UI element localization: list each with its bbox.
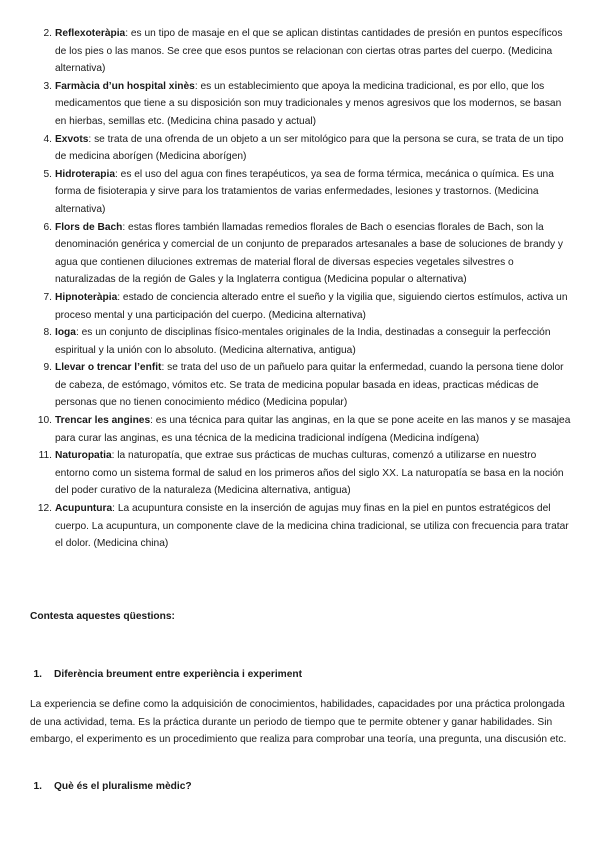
list-item: [30, 166, 572, 219]
list-item: [30, 324, 572, 359]
list-item: [30, 412, 572, 447]
list-item: [30, 289, 572, 324]
question-text: Què és el pluralisme mèdic?: [54, 781, 192, 792]
item-number: 2.: [43, 28, 52, 39]
item-term: Trencar les angines: [55, 415, 151, 427]
item-number: 9.: [43, 362, 52, 374]
item-text: : se trata de una ofrenda de un objeto a un ser mitológico para que la persona se cura, se trata de un tipo de medicina aborígen (Medicina aborígen): [55, 133, 564, 163]
item-body: [52, 447, 572, 500]
item-term: Flors de Bach: [55, 221, 123, 233]
section-title: Contesta aquestes qüestions:: [30, 611, 175, 622]
list-item: [30, 447, 572, 500]
item-number: 12.: [37, 503, 52, 515]
item-text: : La acupuntura consiste en la inserción de agujas muy finas en la piel en puntos estratégicos del cuerpo. La acupuntura, un componente clave de la medicina china tradicional, se utiliza con frecuencia para tratar el dolor. (Medicina china): [55, 503, 569, 550]
item-term: Acupuntura: [55, 503, 113, 515]
item-body: [52, 359, 572, 412]
item-body: [52, 500, 572, 553]
item-term: Farmàcia d’un hospital xinès: [55, 80, 195, 92]
question-1: [30, 666, 302, 684]
item-body: [52, 131, 572, 166]
item-number: 7.: [43, 291, 52, 303]
item-term: Naturopatia: [55, 450, 112, 462]
item-body: [52, 412, 572, 447]
item-number: 6.: [43, 221, 52, 233]
item-body: [52, 25, 572, 78]
item-text: : es una técnica para quitar las anginas, en la que se pone aceite en las manos y se masajea para curar las anginas, es una técnica de la medicina tradicional indígena (Medicina indígena): [55, 415, 571, 444]
item-body: [52, 78, 572, 131]
item-body: [52, 219, 572, 289]
item-text: : es un establecimiento que apoya la medicina tradicional, es por ello, que los medicamentos que tiene a su disposición son muy tradicionales y menos agresivos que los modernos, se basan en hierbas, semillas etc. (Medicina china pasado y actual): [55, 80, 562, 127]
question-text: Diferència breument entre experiència i experiment: [54, 669, 302, 680]
item-term: Exvots: [55, 133, 89, 145]
question-number: 1.: [33, 669, 42, 680]
item-term: Hidroterapia: [55, 168, 116, 180]
item-number: 11.: [38, 450, 52, 462]
item-number: 4.: [43, 133, 52, 145]
item-text: : es el uso del agua con fines terapéuticos, ya sea de forma térmica, mecánica o química. Es una forma de fisioterapia y sirve para los tratamientos de varias enfermedades, lesiones y trastornos. (Medicina alternativa): [55, 168, 554, 215]
question-number: 1.: [33, 781, 42, 792]
item-term: Hipnoteràpia: [55, 291, 118, 303]
item-text: : estado de conciencia alterado entre el sueño y la vigilia que, siguiendo ciertos estímulos, activa un proceso mental y una participación del cuerpo. (Medicina alternativa): [55, 291, 568, 321]
list-item: [30, 78, 572, 131]
item-text: : la naturopatía, que extrae sus prácticas de muchas culturas, comenzó a utilizarse en nuestro entorno como un sistema formal de salud en los primeros años del siglo XX. La naturopatía se basa en la noción del poder curativo de la naturaleza (Medicina alternativa, antigua): [55, 450, 564, 497]
item-body: [52, 324, 572, 359]
item-number: 8.: [43, 327, 52, 339]
answer-paragraph: La experiencia se define como la adquisición de conocimientos, habilidades, capacidades por una práctica prolongada de una actividad, tema. Es la práctica durante un periodo de tiempo que te permite obtener y ganar habilidades. Sin embargo, el experimento es un procedimiento que realiza para comprobar una teoría, una pregunta, una discusión etc.: [30, 699, 567, 746]
list-item: [30, 131, 572, 166]
item-body: [52, 289, 572, 324]
list-item: [30, 25, 572, 78]
item-text: : es un conjunto de disciplinas físico-mentales originales de la India, destinadas a conseguir la perfección espiritual y la unión con lo absoluto. (Medicina alternativa, antigua): [55, 327, 551, 356]
list-item: [30, 219, 572, 289]
item-body: [52, 166, 572, 219]
definitions-list: [30, 25, 572, 553]
item-number: 5.: [43, 168, 52, 180]
list-item: [30, 359, 572, 412]
item-text: : es un tipo de masaje en el que se aplican distintas cantidades de presión en puntos específicos de los pies o las manos. Se cree que esos puntos se relacionan con ciertas otras partes del cuerpo. (Medicina alternativa): [55, 28, 563, 75]
item-number: 3.: [43, 80, 52, 92]
item-number: 10.: [37, 415, 52, 427]
item-text: : se trata del uso de un pañuelo para quitar la enfermedad, cuando la persona tiene dolor de cabeza, de estómago, vómitos etc. Se trata de medicina popular basada en ideas, practicas médicas de personas que no tienen conocimiento médico (Medicina popular): [55, 362, 564, 409]
item-term: Ioga: [55, 327, 76, 339]
question-2: [30, 778, 192, 796]
item-term: Reflexoteràpia: [55, 28, 126, 39]
list-item: [30, 500, 572, 553]
item-text: : estas flores también llamadas remedios florales de Bach o esencias florales de Bach, son la denominación genérica y comercial de un conjunto de preparados artesanales a base de soluciones de brandy y agua que contienen diluciones extremas de material floral de diversas especies vegetales silvestres o naturalizadas de la región de Gales y la Inglaterra contigua (Medicina popular o alternativa): [55, 221, 564, 286]
item-term: Llevar o trencar l’enfit: [55, 362, 162, 374]
